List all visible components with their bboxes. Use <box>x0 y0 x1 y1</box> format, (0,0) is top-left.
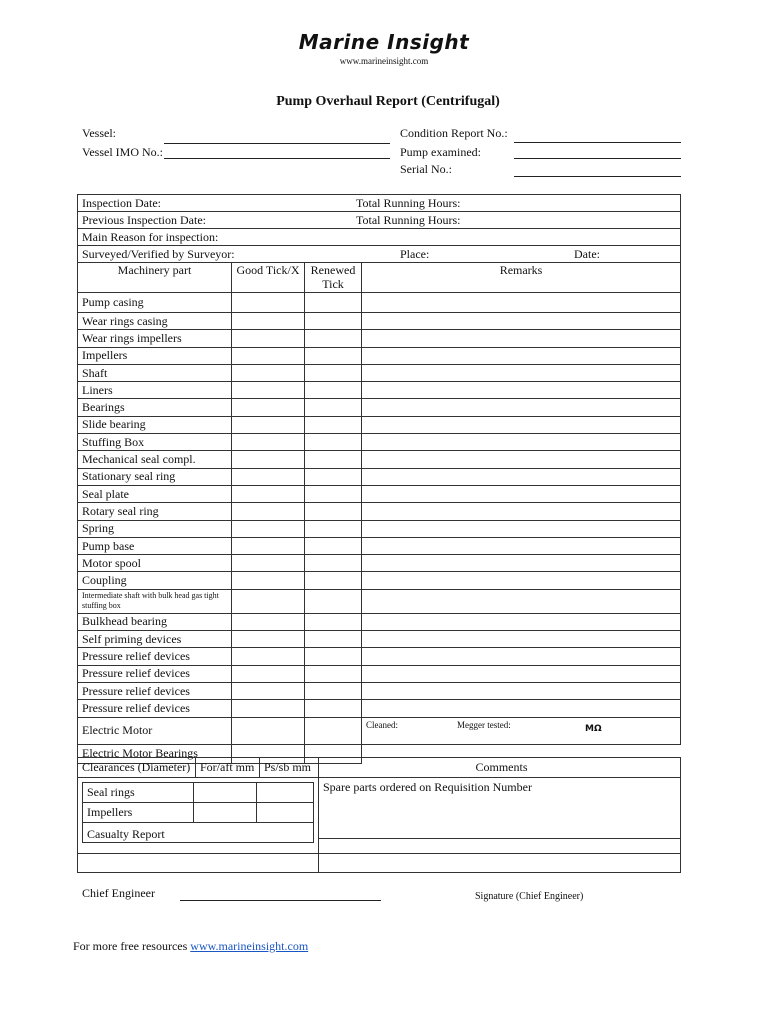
part-renewed-cell[interactable] <box>305 330 362 347</box>
electric-motor-remarks-cell[interactable] <box>362 717 681 744</box>
part-good-cell[interactable] <box>232 399 305 416</box>
part-good-cell[interactable] <box>232 572 305 589</box>
vessel-line[interactable] <box>164 143 390 144</box>
table-row <box>78 631 681 648</box>
surveyed-row <box>78 246 681 263</box>
table-row <box>78 468 681 485</box>
part-name: Shaft <box>78 364 232 381</box>
part-good-cell[interactable] <box>232 416 305 433</box>
table-row <box>78 364 681 381</box>
part-remarks-cell[interactable] <box>362 313 681 330</box>
table-row <box>78 434 681 451</box>
clearances-inner-cell <box>78 778 319 854</box>
impellers-clearance-label: Impellers <box>83 803 194 823</box>
part-name: Bulkhead bearing <box>78 613 232 630</box>
part-good-cell[interactable] <box>232 330 305 347</box>
table-row <box>78 399 681 416</box>
part-remarks-cell[interactable] <box>362 631 681 648</box>
part-renewed-cell[interactable] <box>305 293 362 313</box>
footer-text: For more free resources <box>73 939 188 953</box>
megger-tested-label: Megger tested: <box>457 719 511 730</box>
part-renewed-cell[interactable] <box>305 648 362 665</box>
condition-report-label: Condition Report No.: <box>400 126 508 140</box>
clearances-body-row <box>78 778 681 854</box>
table-row <box>78 520 681 537</box>
table-row <box>78 613 681 630</box>
part-good-cell[interactable] <box>232 537 305 554</box>
table-row <box>78 330 681 347</box>
part-name: Seal plate <box>78 485 232 502</box>
inspection-date-label: Inspection Date: <box>82 195 161 210</box>
part-good-cell[interactable] <box>232 434 305 451</box>
part-good-cell[interactable] <box>232 520 305 537</box>
part-name: Pressure relief devices <box>78 665 232 682</box>
clearances-empty-right-cell[interactable] <box>319 854 681 873</box>
table-row <box>78 382 681 399</box>
main-reason-row <box>78 229 681 246</box>
table-row <box>78 451 681 468</box>
electric-motor-renewed-cell[interactable] <box>305 717 362 744</box>
table-row <box>78 485 681 502</box>
pump-examined-line[interactable] <box>514 158 681 159</box>
part-name: Wear rings impellers <box>78 330 232 347</box>
part-good-cell[interactable] <box>232 347 305 364</box>
part-remarks-cell[interactable] <box>362 572 681 589</box>
part-renewed-cell[interactable] <box>305 434 362 451</box>
part-name: Mechanical seal compl. <box>78 451 232 468</box>
table-row <box>78 555 681 572</box>
seal-rings-ps-sb-cell[interactable] <box>257 783 314 803</box>
part-good-cell[interactable] <box>232 293 305 313</box>
table-row <box>78 537 681 554</box>
clearances-table <box>77 757 681 873</box>
part-remarks-cell[interactable] <box>362 503 681 520</box>
table-row <box>78 572 681 589</box>
part-renewed-cell[interactable] <box>305 364 362 381</box>
footer <box>73 939 308 954</box>
chief-engineer-label: Chief Engineer <box>82 886 155 900</box>
part-good-cell[interactable] <box>232 589 305 613</box>
seal-rings-label: Seal rings <box>83 783 194 803</box>
part-name: Slide bearing <box>78 416 232 433</box>
part-renewed-cell[interactable] <box>305 700 362 717</box>
part-good-cell[interactable] <box>232 364 305 381</box>
impellers-for-aft-cell[interactable] <box>194 803 257 823</box>
part-renewed-cell[interactable] <box>305 347 362 364</box>
for-aft-header: For/aft mm <box>196 758 260 778</box>
part-remarks-cell[interactable] <box>362 364 681 381</box>
clearances-empty-left-cell[interactable] <box>78 854 319 873</box>
pump-examined-label: Pump examined: <box>400 145 481 159</box>
clearances-header-row <box>78 758 681 778</box>
surveyed-label: Surveyed/Verified by Surveyor: <box>82 246 235 261</box>
part-name: Motor spool <box>78 555 232 572</box>
page-title: Pump Overhaul Report (Centrifugal) <box>276 94 500 109</box>
part-name: Bearings <box>78 399 232 416</box>
serial-no-line[interactable] <box>514 176 681 177</box>
part-renewed-cell[interactable] <box>305 555 362 572</box>
table-row <box>78 503 681 520</box>
part-good-cell[interactable] <box>232 631 305 648</box>
part-renewed-cell[interactable] <box>305 537 362 554</box>
seal-rings-for-aft-cell[interactable] <box>194 783 257 803</box>
part-name: Stuffing Box <box>78 434 232 451</box>
part-remarks-cell[interactable] <box>362 382 681 399</box>
ps-sb-header: Ps/sb mm <box>260 758 319 778</box>
part-renewed-cell[interactable] <box>305 399 362 416</box>
table-row <box>78 293 681 313</box>
part-remarks-cell[interactable] <box>362 613 681 630</box>
part-renewed-cell[interactable] <box>305 613 362 630</box>
inspection-table <box>77 194 681 764</box>
clearances-empty-row <box>78 854 681 873</box>
vessel-imo-line[interactable] <box>164 158 390 159</box>
table-row <box>78 313 681 330</box>
part-good-cell[interactable] <box>232 313 305 330</box>
part-remarks-cell[interactable] <box>362 537 681 554</box>
table-row <box>78 589 681 613</box>
part-rows <box>78 293 681 718</box>
part-good-cell[interactable] <box>232 485 305 502</box>
part-renewed-cell[interactable] <box>305 520 362 537</box>
part-renewed-cell[interactable] <box>305 503 362 520</box>
part-name: Rotary seal ring <box>78 503 232 520</box>
footer-link[interactable]: www.marineinsight.com <box>190 939 309 953</box>
total-running-hours-label: Total Running Hours: <box>356 196 461 210</box>
electric-motor-label: Electric Motor <box>78 717 232 744</box>
part-good-cell[interactable] <box>232 648 305 665</box>
table-row <box>78 648 681 665</box>
part-name: Intermediate shaft with bulk head gas tight stuffing box <box>78 589 232 613</box>
part-remarks-cell[interactable] <box>362 589 681 613</box>
part-remarks-cell[interactable] <box>362 682 681 699</box>
part-renewed-cell[interactable] <box>305 485 362 502</box>
electric-motor-row <box>78 717 681 744</box>
header-renewed: Renewed Tick <box>305 263 362 293</box>
part-name: Self priming devices <box>78 631 232 648</box>
part-renewed-cell[interactable] <box>305 572 362 589</box>
part-renewed-cell[interactable] <box>305 416 362 433</box>
part-name: Liners <box>78 382 232 399</box>
table-header-row <box>78 263 681 293</box>
spare-parts-label: Spare parts ordered on Requisition Number <box>323 780 532 794</box>
impellers-ps-sb-cell[interactable] <box>257 803 314 823</box>
part-name: Impellers <box>78 347 232 364</box>
part-remarks-cell[interactable] <box>362 347 681 364</box>
part-good-cell[interactable] <box>232 382 305 399</box>
main-reason-label: Main Reason for inspection: <box>82 229 219 244</box>
cleaned-label: Cleaned: <box>366 719 398 730</box>
table-row <box>78 665 681 682</box>
part-name: Pressure relief devices <box>78 682 232 699</box>
part-name: Wear rings casing <box>78 313 232 330</box>
table-row <box>78 347 681 364</box>
signature-label: Signature (Chief Engineer) <box>475 891 584 902</box>
part-name: Pump casing <box>78 293 232 313</box>
chief-engineer-line[interactable] <box>180 900 381 901</box>
electric-motor-bearings-label: Electric Motor Bearings <box>78 744 232 763</box>
part-name: Pump base <box>78 537 232 554</box>
part-good-cell[interactable] <box>232 700 305 717</box>
spare-parts-cell[interactable] <box>319 778 681 854</box>
clearances-inner-table <box>82 782 314 843</box>
part-renewed-cell[interactable] <box>305 665 362 682</box>
logo: Marine Insight <box>298 30 470 54</box>
table-row <box>78 700 681 717</box>
megger-unit: MΩ <box>585 723 602 734</box>
part-good-cell[interactable] <box>232 665 305 682</box>
part-renewed-cell[interactable] <box>305 682 362 699</box>
part-remarks-cell[interactable] <box>362 468 681 485</box>
part-remarks-cell[interactable] <box>362 555 681 572</box>
previous-inspection-label: Previous Inspection Date: <box>82 212 206 227</box>
part-remarks-cell[interactable] <box>362 293 681 313</box>
part-remarks-cell[interactable] <box>362 434 681 451</box>
part-remarks-cell[interactable] <box>362 485 681 502</box>
part-renewed-cell[interactable] <box>305 631 362 648</box>
part-renewed-cell[interactable] <box>305 451 362 468</box>
header-good: Good Tick/X <box>232 263 305 293</box>
comments-header: Comments <box>319 758 681 778</box>
part-remarks-cell[interactable] <box>362 648 681 665</box>
part-good-cell[interactable] <box>232 503 305 520</box>
header-machinery-part: Machinery part <box>78 263 232 293</box>
condition-report-line[interactable] <box>514 142 681 143</box>
date-label: Date: <box>574 247 600 261</box>
serial-no-label: Serial No.: <box>400 162 452 176</box>
logo-url: www.marineinsight.com <box>339 56 429 66</box>
vessel-label: Vessel: <box>82 126 116 140</box>
part-renewed-cell[interactable] <box>305 382 362 399</box>
table-row <box>78 416 681 433</box>
header-remarks: Remarks <box>362 263 681 293</box>
part-name: Spring <box>78 520 232 537</box>
part-remarks-cell[interactable] <box>362 416 681 433</box>
part-name: Pressure relief devices <box>78 700 232 717</box>
table-row <box>78 682 681 699</box>
part-renewed-cell[interactable] <box>305 589 362 613</box>
part-remarks-cell[interactable] <box>362 399 681 416</box>
vessel-imo-label: Vessel IMO No.: <box>82 145 163 159</box>
part-renewed-cell[interactable] <box>305 313 362 330</box>
part-good-cell[interactable] <box>232 613 305 630</box>
part-good-cell[interactable] <box>232 555 305 572</box>
previous-inspection-row <box>78 212 681 229</box>
part-good-cell[interactable] <box>232 451 305 468</box>
part-remarks-cell[interactable] <box>362 451 681 468</box>
part-remarks-cell[interactable] <box>362 700 681 717</box>
part-name: Stationary seal ring <box>78 468 232 485</box>
total-running-hours-label-2: Total Running Hours: <box>356 213 461 227</box>
clearances-header: Clearances (Diameter) <box>78 758 196 778</box>
electric-motor-good-cell[interactable] <box>232 717 305 744</box>
part-good-cell[interactable] <box>232 682 305 699</box>
part-renewed-cell[interactable] <box>305 468 362 485</box>
part-remarks-cell[interactable] <box>362 665 681 682</box>
part-remarks-cell[interactable] <box>362 520 681 537</box>
part-name: Coupling <box>78 572 232 589</box>
place-label: Place: <box>400 247 430 261</box>
part-good-cell[interactable] <box>232 468 305 485</box>
part-remarks-cell[interactable] <box>362 330 681 347</box>
casualty-report-label: Casualty Report <box>83 823 314 843</box>
part-name: Pressure relief devices <box>78 648 232 665</box>
inspection-date-row <box>78 195 681 212</box>
comments-divider <box>319 838 680 839</box>
